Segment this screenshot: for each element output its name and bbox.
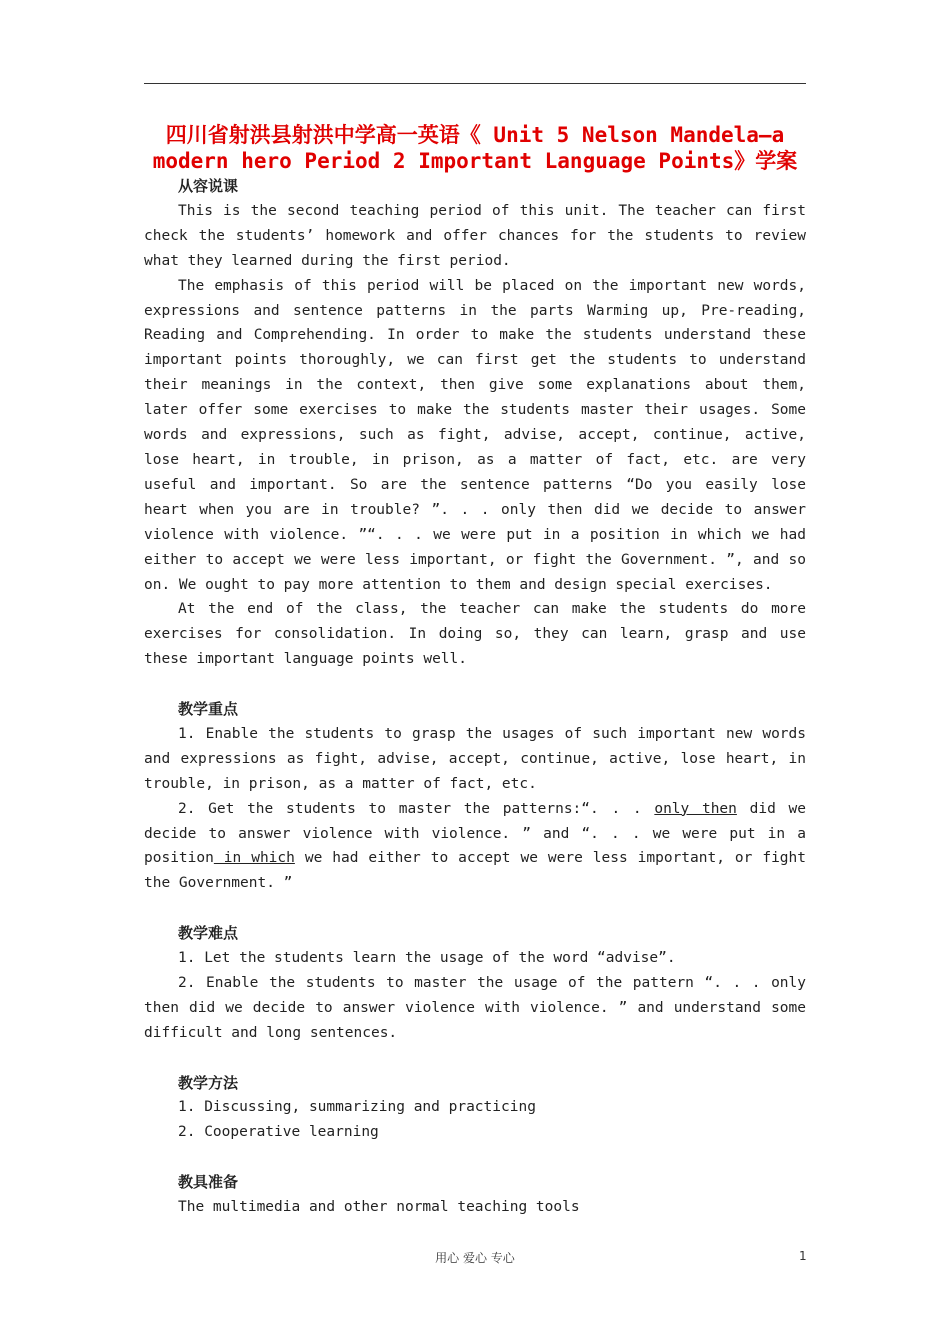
intro-paragraph-3: At the end of the class, the teacher can make the students do more exercises for consolidation. In doing so, they can learn, grasp and use these important language points well. bbox=[144, 601, 806, 668]
focus-item-2-part-a: 2. Get the students to master the patterns:“. . . bbox=[178, 800, 655, 817]
section-heading-tools: 教具准备 bbox=[178, 1173, 239, 1192]
difficulty-item-2: 2. Enable the students to master the usage of the pattern “. . . only then did we decide to answer violence with violence. ” and understand some difficult and long sentences. bbox=[144, 974, 806, 1041]
section-heading-focus: 教学重点 bbox=[178, 700, 239, 719]
section-heading-intro: 从容说课 bbox=[178, 177, 239, 195]
focus-item-1: 1. Enable the students to grasp the usages of such important new words and expressions as fight, advise, accept, continue, active, lose heart, in trouble, in prison, as a matter of fact, etc. bbox=[144, 725, 806, 792]
tools-text: The multimedia and other normal teaching tools bbox=[178, 1199, 580, 1216]
document-title: 四川省射洪县射洪中学高一英语《 Unit 5 Nelson Mandela—a modern hero Period 2 Important Language Points》学案 bbox=[152, 123, 798, 173]
focus-item-2-underline-1: only then bbox=[654, 800, 737, 817]
page-number: 1 bbox=[799, 1249, 807, 1263]
focus-item-2-part-c: we had either to accept we were less important, or fight the Government. ” bbox=[144, 850, 806, 892]
methods-item-1: 1. Discussing, summarizing and practicing bbox=[178, 1099, 536, 1116]
focus-item-2-underline-2: in which bbox=[213, 850, 295, 867]
intro-paragraph-1: This is the second teaching period of this unit. The teacher can first check the students’ homework and offer chances for the students to review what they learned during the first period. bbox=[144, 202, 806, 269]
intro-paragraph-2: The emphasis of this period will be placed on the important new words, expressions and sentence patterns in the parts Warming up, Pre-reading, Reading and Comprehending. In order to make the students understand these important points thoroughly, we can first get the students to understand their meanings in the context, then give some explanations about them, later offer some exercises to make the students master their usages. Some words and expressions, such as fight, advise, accept, continue, active, lose heart, in trouble, in prison, as a matter of fact, etc. are very useful and important. So are the sentence patterns “Do you easily lose heart when you are in trouble? ”. . . only then did we decide to answer violence with violence. ”“. . . we were put in a position in which we had either to accept we were less important, or fight the Government. ”, and so on. We ought to pay more attention to them and design special exercises. bbox=[144, 277, 806, 593]
header-rule bbox=[144, 83, 806, 84]
document-body bbox=[144, 174, 806, 1220]
section-heading-methods: 教学方法 bbox=[178, 1073, 239, 1092]
page-footer: 用心 爱心 专心 bbox=[435, 1251, 515, 1265]
methods-item-2: 2. Cooperative learning bbox=[178, 1124, 379, 1141]
focus-item-2-part-b: did we decide to answer violence with violence. ” and “. . . we were put in a position bbox=[144, 800, 806, 867]
focus-item-2 bbox=[144, 797, 806, 897]
difficulty-item-1: 1. Let the students learn the usage of the word “advise”. bbox=[178, 950, 676, 967]
section-heading-difficulty: 教学难点 bbox=[178, 924, 239, 943]
